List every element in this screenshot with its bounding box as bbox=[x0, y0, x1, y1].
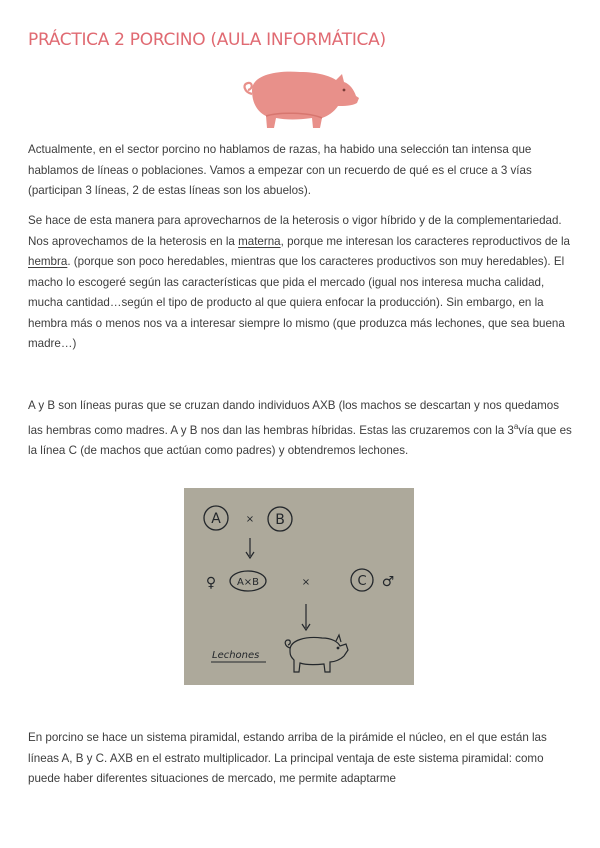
female-symbol: ♀ bbox=[205, 575, 217, 591]
diagram-cross-2: × bbox=[301, 577, 311, 588]
pig-icon bbox=[238, 66, 362, 132]
paragraph-heterosis-part3: . (porque son poco heredables, mientras que los caracteres productivos son muy heredables). El macho lo escogeré según las características que pida el mercado (igual nos interesa mucha calidad, mucha cantidad…según el tipo de producto al que quiera enfocar la producción). Sin embargo, en la hembra más o menos nos va a interesar siempre lo mismo (que produzca más lechones, que sea buena madre…) bbox=[28, 255, 565, 350]
diagram-offspring-label: Lechones bbox=[212, 650, 260, 661]
paragraph-intro bbox=[28, 140, 572, 202]
underlined-materna: materna bbox=[238, 234, 281, 248]
diagram-line-c: C bbox=[357, 574, 367, 589]
superscript-a: a bbox=[513, 421, 519, 431]
paragraph-heterosis bbox=[28, 211, 572, 355]
diagram-line-a: A bbox=[211, 511, 221, 527]
pig-drawing-icon bbox=[285, 635, 348, 672]
paragraph-intro-text: Actualmente, en el sector porcino no hablamos de razas, ha habido una selección tan intensa que hablamos de líneas o poblaciones. Vamos a empezar con un recuerdo de qué es el cruce a 3 vías (participan 3 líneas, 2 de estas líneas son los abuelos). bbox=[28, 143, 532, 197]
paragraph-heterosis-part1: Se hace de esta manera para aprovecharnos de la heterosis o vigor híbrido y de la complementariedad. Nos aprovechamos de la heterosis en la bbox=[28, 214, 562, 248]
paragraph-lines bbox=[28, 396, 572, 461]
crossing-diagram-photo bbox=[184, 488, 414, 685]
diagram-hybrid-ab: A×B bbox=[236, 577, 260, 588]
paragraph-lines-part1: A y B son líneas puras que se cruzan dando individuos AXB (los machos se descartan y nos quedamos las hembras como madres. A y B nos dan las hembras híbridas. Estas las cruzaremos con la 3 bbox=[28, 399, 560, 437]
paragraph-pyramid bbox=[28, 728, 572, 790]
diagram-line-b: B bbox=[275, 512, 285, 528]
male-symbol: ♂ bbox=[381, 574, 395, 590]
paragraph-lines-part2: vía que es la línea C (de machos que actúan como padres) y obtendremos lechones. bbox=[28, 423, 572, 457]
paragraph-heterosis-part2: , porque me interesan los caracteres reproductivos de la bbox=[280, 234, 570, 248]
underlined-hembra: hembra bbox=[28, 255, 68, 268]
paragraph-pyramid-text: En porcino se hace un sistema piramidal, estando arriba de la pirámide el núcleo, en el que están las líneas A, B y C. AXB en el estrato multiplicador. La principal ventaja de este sistema piramidal: como puede haber diferentes situaciones de mercado, me permite adaptarme bbox=[28, 731, 547, 785]
diagram-cross-1: × bbox=[245, 514, 255, 525]
page-title: PRÁCTICA 2 PORCINO (AULA INFORMÁTICA) bbox=[28, 30, 386, 50]
